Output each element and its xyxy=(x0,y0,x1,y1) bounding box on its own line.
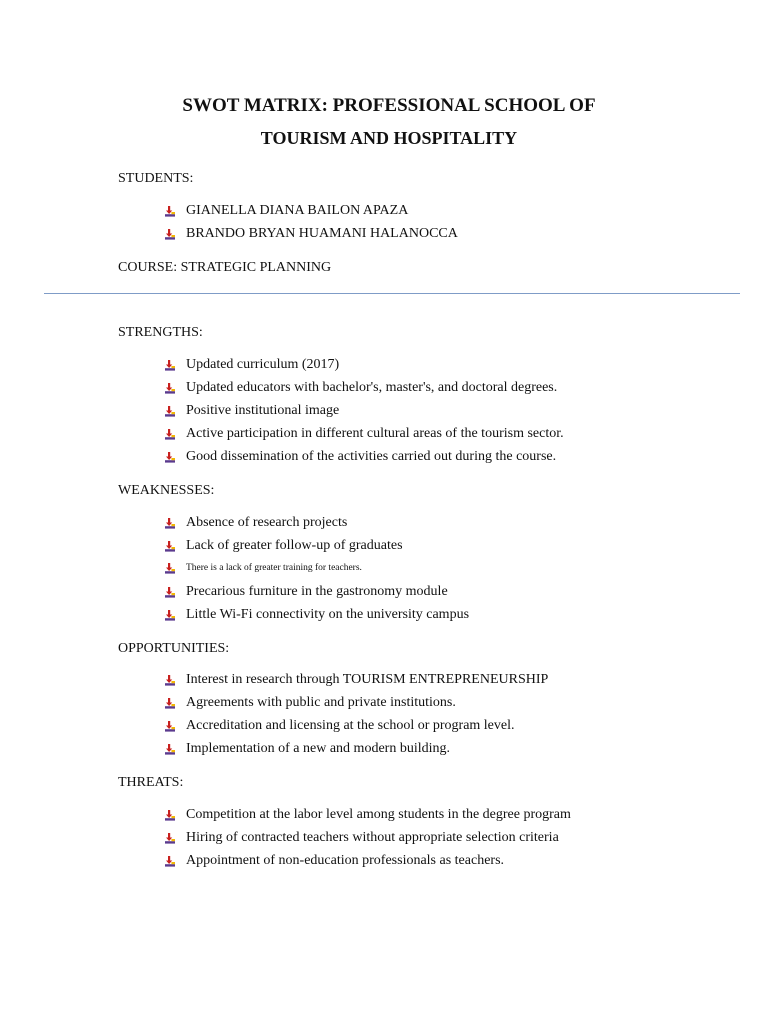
arrow-bullet-icon xyxy=(164,563,176,575)
arrow-bullet-icon xyxy=(164,206,176,218)
arrow-bullet-icon xyxy=(164,610,176,622)
strengths-label: STRENGTHS: xyxy=(118,325,203,340)
arrow-bullet-icon xyxy=(164,675,176,687)
arrow-bullet-icon xyxy=(164,518,176,530)
weaknesses-label: WEAKNESSES: xyxy=(118,483,215,498)
arrow-bullet-icon xyxy=(164,429,176,441)
arrow-bullet-icon xyxy=(164,383,176,395)
opportunities-label: OPPORTUNITIES: xyxy=(118,641,230,656)
arrow-bullet-icon xyxy=(164,698,176,710)
arrow-bullet-icon xyxy=(164,744,176,756)
arrow-bullet-icon xyxy=(164,721,176,733)
section-divider xyxy=(44,293,740,294)
arrow-bullet-icon xyxy=(164,360,176,372)
document-title-line-1: SWOT MATRIX: PROFESSIONAL SCHOOL OF xyxy=(182,95,596,116)
students-label: STUDENTS: xyxy=(118,171,194,186)
arrow-bullet-icon xyxy=(164,406,176,418)
course-label: COURSE: STRATEGIC PLANNING xyxy=(118,260,332,275)
arrow-bullet-icon xyxy=(164,587,176,599)
document-page: SWOT MATRIX: PROFESSIONAL SCHOOL OF TOURISM AND HOSPITALITY STUDENTS: GIANELLA DIANA BAILON APAZA BRANDO BRYAN HUAMANI HALANOCCA COURSE: STRATEGIC PLANNING STRENGTHS: Updated curriculum (2017) Updated educators with bachelor's, master's, and doctoral degrees. Positive institutional image Active participation in different cultural areas of the tourism sector. Good dissemination of the activities carried out during the course. WEAKNESSES: Absence of research projects Lack of greater follow-up of graduates There is a lack of greater training for teachers. Precarious furniture in the gastronomy module Little Wi-Fi connectivity on the university campus OPPORTUNITIES: Interest in research through TOURISM ENTREPRENEURSHIP Agreements with public and private institutions. Accreditation and licensing at the school or program level. Implementation of a new and modern building. THREATS: Competition at the labor level among students in the degree program Hiring of contracted teachers without appropriate selection criteria Appointment of non-education professionals as teachers. xyxy=(0,0,768,1024)
threats-label: THREATS: xyxy=(118,775,184,790)
arrow-bullet-icon xyxy=(164,229,176,241)
arrow-bullet-icon xyxy=(164,541,176,553)
arrow-bullet-icon xyxy=(164,452,176,464)
arrow-bullet-icon xyxy=(164,833,176,845)
arrow-bullet-icon xyxy=(164,856,176,868)
document-title-line-2: TOURISM AND HOSPITALITY xyxy=(260,128,518,148)
arrow-bullet-icon xyxy=(164,810,176,822)
